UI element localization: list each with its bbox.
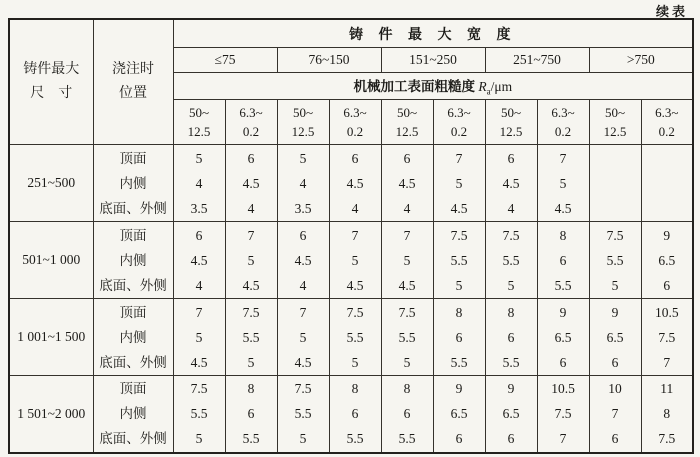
roughness-value: 7 <box>247 227 255 243</box>
roughness-range-bottom: 0.2 <box>450 124 468 139</box>
roughness-value: 7 <box>351 227 359 243</box>
roughness-value: 5 <box>403 354 411 370</box>
roughness-value: 5.5 <box>398 431 416 447</box>
roughness-value: 5.5 <box>346 431 364 447</box>
roughness-value: 4 <box>299 277 307 293</box>
roughness-value: 7.5 <box>658 329 676 345</box>
roughness-value: 4 <box>195 277 203 293</box>
roughness-value: 7 <box>455 150 463 166</box>
roughness-value: 7.5 <box>450 227 468 243</box>
value-cell <box>433 376 485 453</box>
value-cell <box>485 145 537 222</box>
roughness-value: 8 <box>455 304 463 320</box>
value-cell <box>329 145 381 222</box>
value-cell <box>537 376 589 453</box>
roughness-range-top: 50~ <box>396 105 418 120</box>
roughness-value: 5 <box>195 150 203 166</box>
roughness-value: 5 <box>611 277 619 293</box>
roughness-value: 5.5 <box>346 329 364 345</box>
roughness-range-bottom: 12.5 <box>603 124 627 139</box>
table-body <box>9 145 693 453</box>
roughness-value: 7 <box>403 227 411 243</box>
table-row <box>9 222 693 299</box>
roughness-value: 5 <box>247 252 255 268</box>
roughness-value: 6.5 <box>554 329 572 345</box>
roughness-value: 4 <box>195 175 203 191</box>
size-range: 251~500 <box>9 145 93 222</box>
roughness-value: 6 <box>611 354 619 370</box>
roughness-value: 5.5 <box>190 406 208 422</box>
roughness-range-top: 50~ <box>292 105 314 120</box>
value-cell <box>381 299 433 376</box>
position-labels-cell <box>93 222 173 299</box>
roughness-range-bottom: 0.2 <box>554 124 572 139</box>
value-cell <box>433 299 485 376</box>
roughness-value: 6.5 <box>450 406 468 422</box>
roughness-value: 5 <box>195 431 203 447</box>
roughness-value: 7 <box>611 406 619 422</box>
roughness-value: 4 <box>351 200 359 216</box>
position-labels-cell <box>93 145 173 222</box>
roughness-value: 5.5 <box>242 329 260 345</box>
roughness-range-bottom: 0.2 <box>346 124 364 139</box>
roughness-value: 4.5 <box>398 175 416 191</box>
roughness-range-header <box>225 100 277 145</box>
position-label: 顶面 <box>119 381 147 397</box>
roughness-value: 6 <box>559 252 567 268</box>
roughness-value: 5 <box>559 175 567 191</box>
roughness-value: 6 <box>559 354 567 370</box>
header-row-width-title <box>9 19 693 48</box>
roughness-symbol: R <box>478 79 487 95</box>
position-label: 顶面 <box>119 227 147 243</box>
value-cell <box>589 222 641 299</box>
position-labels-cell <box>93 299 173 376</box>
width-group-header: ≤75 <box>173 48 277 73</box>
value-cell <box>173 222 225 299</box>
roughness-value: 6 <box>611 431 619 447</box>
roughness-range-bottom: 0.2 <box>658 124 675 139</box>
roughness-range-top: 6.3~ <box>239 105 263 120</box>
value-cell <box>277 222 329 299</box>
roughness-value: 6 <box>299 227 307 243</box>
roughness-value: 6 <box>455 431 463 447</box>
roughness-value: 4.5 <box>294 252 312 268</box>
width-group-header: 251~750 <box>485 48 589 73</box>
roughness-range-bottom: 12.5 <box>291 124 315 139</box>
roughness-value: 5 <box>403 252 411 268</box>
roughness-value: 4 <box>403 200 411 216</box>
roughness-value: 6 <box>507 150 515 166</box>
value-cell <box>641 145 693 222</box>
roughness-value: 4 <box>299 175 307 191</box>
roughness-range-bottom: 12.5 <box>499 124 523 139</box>
roughness-value: 10.5 <box>551 381 575 397</box>
position-label: 顶面 <box>119 304 147 320</box>
roughness-value: 4.5 <box>398 277 416 293</box>
roughness-value: 8 <box>663 406 671 422</box>
roughness-value: 6 <box>507 431 515 447</box>
position-label: 底面、外侧 <box>99 431 167 447</box>
value-cell <box>537 145 589 222</box>
roughness-value: 6 <box>663 277 671 293</box>
roughness-value: 7 <box>195 304 203 320</box>
roughness-value: 4.5 <box>294 354 312 370</box>
roughness-range-bottom: 12.5 <box>395 124 419 139</box>
value-cell <box>173 299 225 376</box>
size-range: 1 501~2 000 <box>9 376 93 453</box>
roughness-value: 6.5 <box>658 252 676 268</box>
value-cell <box>225 145 277 222</box>
value-cell <box>537 299 589 376</box>
roughness-value: 5 <box>247 354 255 370</box>
position-label: 内侧 <box>119 406 147 422</box>
position-label: 底面、外侧 <box>99 277 167 293</box>
roughness-value: 5 <box>351 354 359 370</box>
roughness-value: 5 <box>455 175 463 191</box>
value-cell <box>433 222 485 299</box>
roughness-range-header <box>485 100 537 145</box>
value-cell <box>225 222 277 299</box>
roughness-value: 4 <box>247 200 255 216</box>
roughness-value: 7 <box>299 304 307 320</box>
roughness-value: 5 <box>507 277 515 293</box>
roughness-value: 6 <box>247 406 255 422</box>
position-label: 内侧 <box>119 252 147 268</box>
roughness-value: 5 <box>455 277 463 293</box>
roughness-range-header <box>433 100 485 145</box>
roughness-value: 6.5 <box>606 329 624 345</box>
roughness-value: 3.5 <box>294 200 312 216</box>
roughness-range-header <box>173 100 225 145</box>
roughness-range-header <box>641 100 693 145</box>
roughness-value: 7 <box>663 354 671 370</box>
position-column-header <box>93 19 173 145</box>
roughness-value: 6 <box>351 406 359 422</box>
roughness-value: 6.5 <box>502 406 520 422</box>
size-range: 501~1 000 <box>9 222 93 299</box>
value-cell <box>277 299 329 376</box>
roughness-value: 6 <box>247 150 255 166</box>
roughness-value: 4.5 <box>242 175 260 191</box>
roughness-value: 5 <box>351 252 359 268</box>
width-group-header: >750 <box>589 48 693 73</box>
roughness-range-header <box>589 100 641 145</box>
roughness-value: 5 <box>195 329 203 345</box>
roughness-value: 5 <box>299 329 307 345</box>
roughness-range-top: 50~ <box>500 105 522 120</box>
roughness-value: 5.5 <box>242 431 260 447</box>
roughness-value: 7.5 <box>398 304 416 320</box>
roughness-range-top: 6.3~ <box>447 105 471 120</box>
roughness-value: 4 <box>507 200 515 216</box>
value-cell <box>225 376 277 453</box>
roughness-value: 4.5 <box>346 277 364 293</box>
roughness-prefix: 机械加工表面粗糙度 <box>353 79 479 95</box>
roughness-value: 7.5 <box>294 381 312 397</box>
roughness-value: 5.5 <box>554 277 572 293</box>
value-cell <box>277 376 329 453</box>
roughness-value: 8 <box>351 381 359 397</box>
roughness-value: 5 <box>299 150 307 166</box>
position-label: 内侧 <box>119 329 147 345</box>
roughness-value: 6 <box>403 406 411 422</box>
roughness-value: 5.5 <box>398 329 416 345</box>
roughness-range-header <box>329 100 381 145</box>
value-cell <box>381 222 433 299</box>
roughness-value: 4.5 <box>242 277 260 293</box>
value-cell <box>329 376 381 453</box>
value-cell <box>485 222 537 299</box>
position-label: 底面、外侧 <box>99 200 167 216</box>
value-cell <box>329 299 381 376</box>
roughness-value: 4.5 <box>346 175 364 191</box>
roughness-value: 5 <box>299 431 307 447</box>
roughness-value: 6 <box>195 227 203 243</box>
value-cell <box>485 299 537 376</box>
casting-roughness-table <box>8 18 694 454</box>
roughness-range-top: 6.3~ <box>655 105 679 120</box>
max-width-title: 铸 件 最 大 宽 度 <box>173 19 693 48</box>
value-cell <box>537 222 589 299</box>
roughness-value <box>642 171 693 196</box>
position-header-line1: 浇注时 <box>112 62 154 77</box>
roughness-range-top: 6.3~ <box>551 105 575 120</box>
roughness-value: 4.5 <box>554 200 572 216</box>
roughness-value: 6 <box>403 150 411 166</box>
position-label: 顶面 <box>119 150 147 166</box>
roughness-value: 9 <box>611 304 619 320</box>
roughness-value: 8 <box>247 381 255 397</box>
size-header-line2: 尺 寸 <box>30 86 73 101</box>
size-range: 1 001~1 500 <box>9 299 93 376</box>
roughness-value <box>590 171 641 196</box>
position-label: 内侧 <box>119 175 147 191</box>
value-cell <box>485 376 537 453</box>
width-group-header: 76~150 <box>277 48 381 73</box>
roughness-value: 9 <box>455 381 463 397</box>
table-row <box>9 145 693 222</box>
roughness-value: 4.5 <box>450 200 468 216</box>
roughness-value <box>642 146 693 171</box>
roughness-value: 11 <box>660 381 674 397</box>
roughness-value: 9 <box>507 381 515 397</box>
roughness-value: 7.5 <box>242 304 260 320</box>
roughness-value: 7.5 <box>346 304 364 320</box>
roughness-value <box>642 196 693 221</box>
roughness-value: 7.5 <box>606 227 624 243</box>
roughness-range-header <box>277 100 329 145</box>
size-header-line1: 铸件最大 <box>23 62 80 77</box>
position-label: 底面、外侧 <box>99 354 167 370</box>
table-row <box>9 299 693 376</box>
roughness-value: 5.5 <box>502 252 520 268</box>
roughness-value: 8 <box>559 227 567 243</box>
value-cell <box>589 376 641 453</box>
value-cell <box>589 299 641 376</box>
roughness-value: 7 <box>559 150 567 166</box>
roughness-value: 7 <box>559 431 567 447</box>
roughness-value: 8 <box>403 381 411 397</box>
roughness-value: 7.5 <box>190 381 208 397</box>
position-header-line2: 位置 <box>119 86 147 101</box>
roughness-value: 10 <box>608 381 622 397</box>
roughness-value: 4.5 <box>190 354 208 370</box>
roughness-value: 4.5 <box>190 252 208 268</box>
roughness-value: 5.5 <box>502 354 520 370</box>
size-column-header <box>9 19 93 145</box>
roughness-range-top: 6.3~ <box>343 105 367 120</box>
roughness-range-top: 50~ <box>188 105 210 120</box>
roughness-value: 5.5 <box>294 406 312 422</box>
value-cell <box>381 145 433 222</box>
roughness-value: 10.5 <box>654 304 679 320</box>
roughness-value: 6 <box>455 329 463 345</box>
position-labels-cell <box>93 376 173 453</box>
roughness-value <box>590 146 641 171</box>
roughness-unit: /μm <box>490 79 513 95</box>
roughness-value: 5.5 <box>450 354 468 370</box>
table-row <box>9 376 693 453</box>
roughness-value: 6 <box>351 150 359 166</box>
roughness-range-header <box>381 100 433 145</box>
roughness-value: 9 <box>663 227 671 243</box>
value-cell <box>277 145 329 222</box>
value-cell <box>329 222 381 299</box>
value-cell <box>641 299 693 376</box>
roughness-value <box>590 196 641 221</box>
roughness-value: 9 <box>559 304 567 320</box>
roughness-value: 7.5 <box>554 406 572 422</box>
continued-table-label: 续表 <box>655 4 688 19</box>
roughness-range-bottom: 12.5 <box>187 124 211 139</box>
value-cell <box>173 145 225 222</box>
roughness-value: 3.5 <box>190 200 208 216</box>
roughness-value: 6 <box>507 329 515 345</box>
value-cell <box>589 145 641 222</box>
value-cell <box>381 376 433 453</box>
roughness-value: 7.5 <box>658 431 676 447</box>
width-group-header: 151~250 <box>381 48 485 73</box>
roughness-value: 5.5 <box>450 252 468 268</box>
value-cell <box>433 145 485 222</box>
value-cell <box>641 376 693 453</box>
roughness-range-top: 50~ <box>604 105 626 120</box>
roughness-title-cell <box>173 73 693 100</box>
value-cell <box>641 222 693 299</box>
value-cell <box>225 299 277 376</box>
roughness-value: 8 <box>507 304 515 320</box>
roughness-value: 5.5 <box>606 252 624 268</box>
roughness-subscript: a <box>486 86 491 97</box>
roughness-value: 7.5 <box>502 227 520 243</box>
roughness-range-header <box>537 100 589 145</box>
value-cell <box>173 376 225 453</box>
roughness-range-bottom: 0.2 <box>242 124 260 139</box>
roughness-value: 4.5 <box>502 175 520 191</box>
